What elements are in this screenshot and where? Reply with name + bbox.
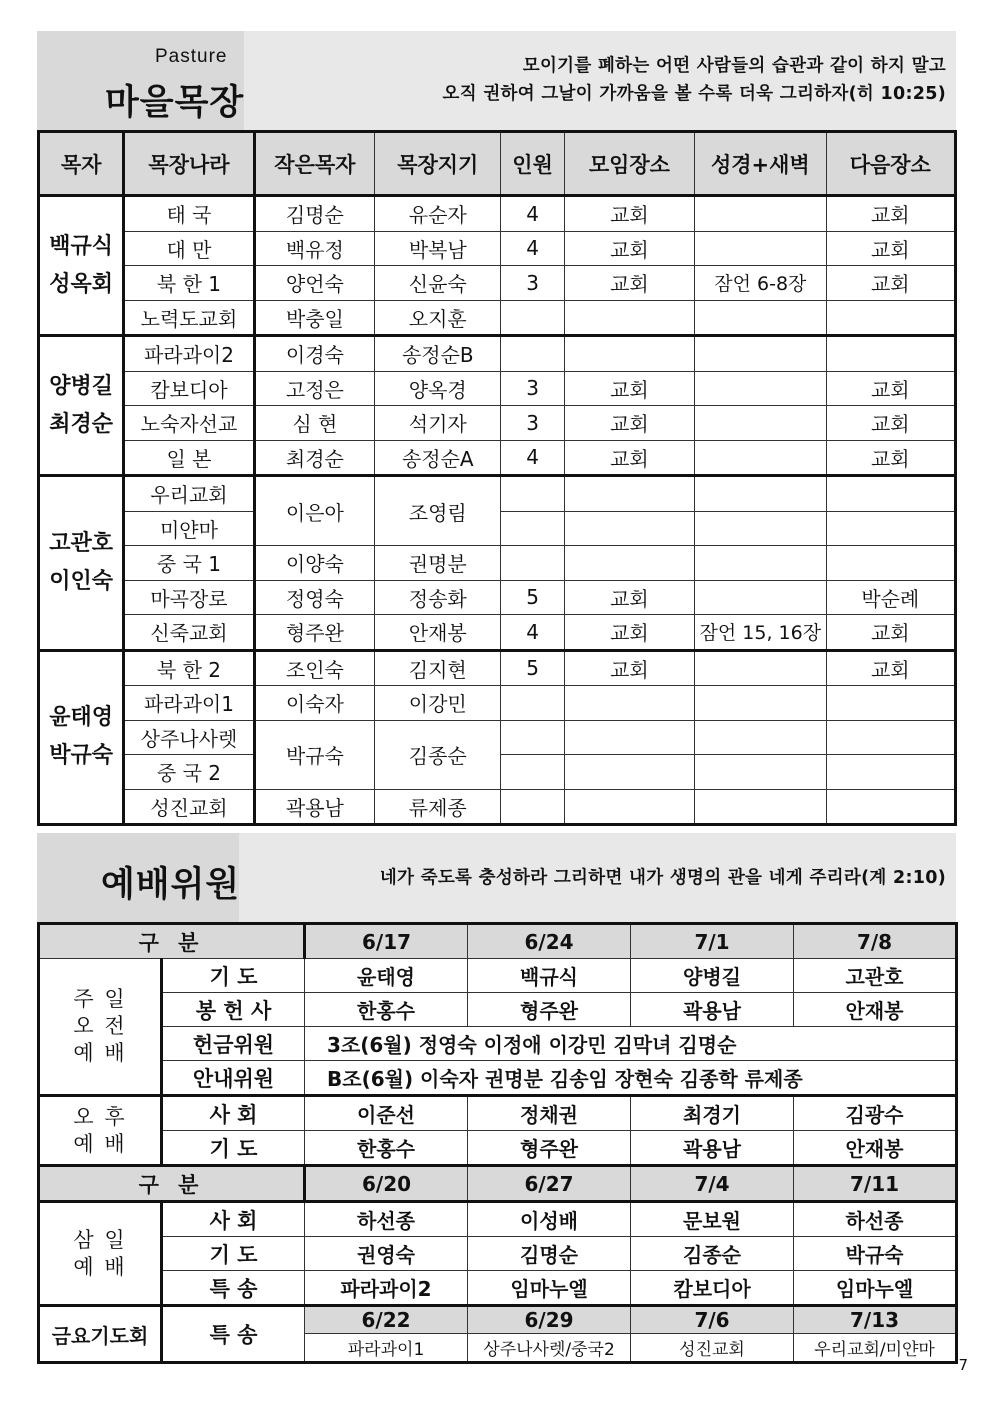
next-place bbox=[826, 755, 955, 790]
next-place bbox=[826, 546, 955, 581]
attendance bbox=[501, 336, 564, 372]
table-row bbox=[39, 1202, 957, 1237]
worship-table bbox=[37, 922, 958, 1364]
group-name: 북 한 1 bbox=[124, 266, 254, 301]
meeting-place: 교회 bbox=[564, 615, 694, 651]
bible-reading bbox=[695, 686, 826, 721]
meeting-place bbox=[564, 476, 694, 512]
bible-reading bbox=[695, 511, 826, 546]
meeting-place: 교회 bbox=[564, 440, 694, 476]
prayer-name: 김종순 bbox=[631, 1237, 794, 1271]
meeting-place bbox=[564, 336, 694, 372]
leader-name: 이인숙 bbox=[49, 568, 114, 594]
offering-name: 형주완 bbox=[468, 993, 631, 1027]
bible-reading bbox=[695, 755, 826, 790]
next-place bbox=[826, 300, 955, 336]
host-name: 이성배 bbox=[468, 1202, 631, 1237]
group-name: 북 한 2 bbox=[124, 650, 254, 686]
group-name: 신죽교회 bbox=[124, 615, 254, 651]
bible-reading bbox=[695, 720, 826, 755]
prayer-name: 곽용남 bbox=[631, 1131, 794, 1166]
meeting-place: 교회 bbox=[564, 231, 694, 266]
attendance: 4 bbox=[501, 440, 564, 476]
next-place: 교회 bbox=[826, 440, 955, 476]
leader-name: 박규숙 bbox=[49, 743, 114, 769]
host: 석기자 bbox=[375, 406, 501, 441]
date-header: 6/22 bbox=[305, 1306, 468, 1334]
table-row bbox=[39, 266, 956, 301]
sunday-pm-label-text: 오 후 예 배 bbox=[73, 1104, 127, 1156]
date-header: 7/4 bbox=[631, 1166, 794, 1202]
column-header: 모임장소 bbox=[564, 132, 694, 196]
next-place bbox=[826, 511, 955, 546]
host-name: 하선종 bbox=[305, 1202, 468, 1237]
small-shepherd: 최경순 bbox=[254, 440, 374, 476]
host-label: 사 회 bbox=[162, 1202, 305, 1237]
prayer-name: 백규식 bbox=[468, 959, 631, 993]
host-name: 문보원 bbox=[631, 1202, 794, 1237]
pasture-subtitle: Pasture bbox=[155, 46, 228, 67]
bible-reading bbox=[695, 196, 826, 232]
attendance: 3 bbox=[501, 406, 564, 441]
table-row bbox=[39, 1027, 957, 1061]
host: 유순자 bbox=[375, 196, 501, 232]
host: 정송화 bbox=[375, 580, 501, 615]
host-name: 정채권 bbox=[468, 1096, 631, 1131]
ushers: B조(6월) 이숙자 권명분 김송임 장현숙 김종학 류제종 bbox=[305, 1061, 957, 1096]
table-row bbox=[39, 476, 956, 512]
meeting-place bbox=[564, 546, 694, 581]
date-header: 6/27 bbox=[468, 1166, 631, 1202]
group-name: 일 본 bbox=[124, 440, 254, 476]
group-leaders bbox=[39, 650, 124, 825]
table-row bbox=[39, 196, 956, 232]
group-name: 상주나사렛 bbox=[124, 720, 254, 755]
page-number: 7 bbox=[958, 1356, 968, 1374]
table-row bbox=[39, 959, 957, 993]
group-name: 미얀마 bbox=[124, 511, 254, 546]
small-shepherd: 박충일 bbox=[254, 300, 374, 336]
group-leaders bbox=[39, 336, 124, 476]
wed-label-text: 삼 일 예 배 bbox=[73, 1227, 127, 1279]
host: 송정순A bbox=[375, 440, 501, 476]
date-header: 6/29 bbox=[468, 1306, 631, 1334]
attendance: 5 bbox=[501, 650, 564, 686]
bible-reading bbox=[695, 789, 826, 825]
attendance bbox=[501, 300, 564, 336]
group-name: 노숙자선교 bbox=[124, 406, 254, 441]
meeting-place: 교회 bbox=[564, 371, 694, 406]
attendance bbox=[501, 755, 564, 790]
prayer-name: 형주완 bbox=[468, 1131, 631, 1166]
offering-committee-label: 헌금위원 bbox=[162, 1027, 305, 1061]
table-row bbox=[39, 686, 956, 721]
wed-label bbox=[39, 1202, 162, 1306]
meeting-place: 교회 bbox=[564, 196, 694, 232]
table-row bbox=[39, 546, 956, 581]
pasture-verse-line2: 오직 권하여 그날이 가까움을 볼 수록 더욱 그리하자(히 10:25) bbox=[442, 84, 946, 104]
meeting-place: 교회 bbox=[564, 406, 694, 441]
host: 송정순B bbox=[375, 336, 501, 372]
bible-reading bbox=[695, 546, 826, 581]
attendance: 4 bbox=[501, 615, 564, 651]
gubun-header: 구 분 bbox=[39, 1166, 305, 1202]
group-name: 중 국 1 bbox=[124, 546, 254, 581]
prayer-name: 윤태영 bbox=[305, 959, 468, 993]
column-header: 목자 bbox=[39, 132, 124, 196]
friday-label: 금요기도회 bbox=[39, 1306, 162, 1363]
pasture-title: 마을목장 bbox=[105, 83, 245, 123]
bible-reading bbox=[695, 231, 826, 266]
small-shepherd: 이은아 bbox=[254, 476, 374, 546]
column-header: 작은목자 bbox=[254, 132, 374, 196]
table-row bbox=[39, 406, 956, 441]
bible-reading bbox=[695, 406, 826, 441]
meeting-place: 교회 bbox=[564, 580, 694, 615]
offering-name: 곽용남 bbox=[631, 993, 794, 1027]
attendance: 4 bbox=[501, 196, 564, 232]
leader-name: 성옥회 bbox=[49, 271, 114, 297]
leader-name: 고관호 bbox=[49, 530, 114, 556]
date-header: 7/6 bbox=[631, 1306, 794, 1334]
date-header: 6/24 bbox=[468, 924, 631, 959]
date-header: 7/11 bbox=[794, 1166, 957, 1202]
table-row bbox=[39, 1131, 957, 1166]
group-leaders bbox=[39, 196, 124, 336]
small-shepherd: 심 현 bbox=[254, 406, 374, 441]
prayer-name: 양병길 bbox=[631, 959, 794, 993]
gubun-header: 구 분 bbox=[39, 924, 305, 959]
group-name: 마곡장로 bbox=[124, 580, 254, 615]
host-label: 사 회 bbox=[162, 1096, 305, 1131]
prayer-label: 기 도 bbox=[162, 959, 305, 993]
attendance bbox=[501, 789, 564, 825]
table-row bbox=[39, 993, 957, 1027]
offering-committee: 3조(6월) 정영숙 이정애 이강민 김막녀 김명순 bbox=[305, 1027, 957, 1061]
host: 권명분 bbox=[375, 546, 501, 581]
table-row bbox=[39, 1166, 957, 1202]
host: 조영림 bbox=[375, 476, 501, 546]
worship-title: 예배위원 bbox=[101, 865, 241, 905]
small-shepherd: 정영숙 bbox=[254, 580, 374, 615]
group-name: 우리교회 bbox=[124, 476, 254, 512]
small-shepherd: 조인숙 bbox=[254, 650, 374, 686]
fri-special-label: 특 송 bbox=[162, 1306, 305, 1363]
group-name: 태 국 bbox=[124, 196, 254, 232]
special-name: 임마누엘 bbox=[468, 1271, 631, 1306]
table-row bbox=[39, 580, 956, 615]
date-header: 6/20 bbox=[305, 1166, 468, 1202]
attendance: 3 bbox=[501, 371, 564, 406]
attendance bbox=[501, 720, 564, 755]
column-header: 다음장소 bbox=[826, 132, 955, 196]
small-shepherd: 박규숙 bbox=[254, 720, 374, 789]
group-name: 대 만 bbox=[124, 231, 254, 266]
next-place bbox=[826, 686, 955, 721]
pasture-table bbox=[37, 130, 957, 826]
small-shepherd: 이숙자 bbox=[254, 686, 374, 721]
small-shepherd: 고정은 bbox=[254, 371, 374, 406]
sunday-am-label-text: 주 일 오 전 예 배 bbox=[73, 987, 127, 1065]
host: 이강민 bbox=[375, 686, 501, 721]
prayer-name: 권영숙 bbox=[305, 1237, 468, 1271]
host: 김종순 bbox=[375, 720, 501, 789]
attendance bbox=[501, 511, 564, 546]
attendance bbox=[501, 686, 564, 721]
host: 신윤숙 bbox=[375, 266, 501, 301]
prayer-name: 박규숙 bbox=[794, 1237, 957, 1271]
meeting-place: 교회 bbox=[564, 650, 694, 686]
prayer-name: 안재봉 bbox=[794, 1131, 957, 1166]
next-place: 교회 bbox=[826, 406, 955, 441]
prayer-name: 김명순 bbox=[468, 1237, 631, 1271]
next-place bbox=[826, 476, 955, 512]
date-header: 6/17 bbox=[305, 924, 468, 959]
small-shepherd: 이경숙 bbox=[254, 336, 374, 372]
usher-label: 안내위원 bbox=[162, 1061, 305, 1096]
pasture-verse bbox=[443, 52, 946, 108]
prayer-label: 기 도 bbox=[162, 1237, 305, 1271]
column-header: 목장나라 bbox=[124, 132, 254, 196]
special-name: 파라과이1 bbox=[305, 1334, 468, 1363]
date-header: 7/13 bbox=[794, 1306, 957, 1334]
pasture-verse-line1: 모이기를 폐하는 어떤 사람들의 습관과 같이 하지 말고 bbox=[522, 56, 946, 76]
next-place: 교회 bbox=[826, 231, 955, 266]
table-row bbox=[39, 300, 956, 336]
host: 안재봉 bbox=[375, 615, 501, 651]
group-name: 파라과이2 bbox=[124, 336, 254, 372]
table-row bbox=[39, 336, 956, 372]
attendance bbox=[501, 546, 564, 581]
leader-name: 윤태영 bbox=[49, 705, 114, 731]
table-row bbox=[39, 1096, 957, 1131]
bible-reading bbox=[695, 440, 826, 476]
next-place bbox=[826, 720, 955, 755]
special-name: 성진교회 bbox=[631, 1334, 794, 1363]
host-name: 김광수 bbox=[794, 1096, 957, 1131]
date-header: 7/1 bbox=[631, 924, 794, 959]
special-name: 캄보디아 bbox=[631, 1271, 794, 1306]
bible-reading: 잠언 15, 16장 bbox=[695, 615, 826, 651]
next-place bbox=[826, 789, 955, 825]
bible-reading bbox=[695, 580, 826, 615]
attendance: 4 bbox=[501, 231, 564, 266]
table-row bbox=[39, 615, 956, 651]
small-shepherd: 형주완 bbox=[254, 615, 374, 651]
meeting-place bbox=[564, 720, 694, 755]
column-header: 목장지기 bbox=[375, 132, 501, 196]
pasture-header bbox=[37, 31, 956, 130]
table-row bbox=[39, 789, 956, 825]
host: 양옥경 bbox=[375, 371, 501, 406]
leader-name: 최경순 bbox=[49, 411, 114, 437]
group-name: 캄보디아 bbox=[124, 371, 254, 406]
special-name: 임마누엘 bbox=[794, 1271, 957, 1306]
bible-reading: 잠언 6-8장 bbox=[695, 266, 826, 301]
next-place: 박순례 bbox=[826, 580, 955, 615]
next-place bbox=[826, 336, 955, 372]
bible-reading bbox=[695, 336, 826, 372]
column-header: 인원 bbox=[501, 132, 564, 196]
group-leaders bbox=[39, 476, 124, 651]
meeting-place bbox=[564, 789, 694, 825]
host: 박복남 bbox=[375, 231, 501, 266]
table-row bbox=[39, 650, 956, 686]
table-row bbox=[39, 1306, 957, 1334]
date-header: 7/8 bbox=[794, 924, 957, 959]
attendance bbox=[501, 476, 564, 512]
prayer-label: 기 도 bbox=[162, 1131, 305, 1166]
next-place: 교회 bbox=[826, 650, 955, 686]
small-shepherd: 곽용남 bbox=[254, 789, 374, 825]
prayer-name: 고관호 bbox=[794, 959, 957, 993]
host: 김지현 bbox=[375, 650, 501, 686]
small-shepherd: 이양숙 bbox=[254, 546, 374, 581]
column-header: 성경+새벽 bbox=[695, 132, 826, 196]
bible-reading bbox=[695, 650, 826, 686]
host-name: 하선종 bbox=[794, 1202, 957, 1237]
small-shepherd: 양언숙 bbox=[254, 266, 374, 301]
next-place: 교회 bbox=[826, 266, 955, 301]
sunday-pm-label bbox=[39, 1096, 162, 1166]
host: 류제종 bbox=[375, 789, 501, 825]
leader-name: 양병길 bbox=[49, 373, 114, 399]
sunday-am-label bbox=[39, 959, 162, 1096]
offering-name: 한홍수 bbox=[305, 993, 468, 1027]
table-row bbox=[39, 1237, 957, 1271]
special-name: 상주나사렛/중국2 bbox=[468, 1334, 631, 1363]
bible-reading bbox=[695, 371, 826, 406]
table-row bbox=[39, 924, 957, 959]
special-label: 특 송 bbox=[162, 1271, 305, 1306]
meeting-place bbox=[564, 511, 694, 546]
group-name: 중 국 2 bbox=[124, 755, 254, 790]
special-name: 파라과이2 bbox=[305, 1271, 468, 1306]
table-row bbox=[39, 720, 956, 755]
group-name: 노력도교회 bbox=[124, 300, 254, 336]
worship-verse: 네가 죽도록 충성하라 그리하면 내가 생명의 관을 네게 주리라(계 2:10) bbox=[379, 868, 946, 888]
meeting-place bbox=[564, 755, 694, 790]
next-place: 교회 bbox=[826, 615, 955, 651]
meeting-place bbox=[564, 686, 694, 721]
bible-reading bbox=[695, 300, 826, 336]
table-row bbox=[39, 1061, 957, 1096]
attendance: 3 bbox=[501, 266, 564, 301]
table-row bbox=[39, 1271, 957, 1306]
worship-header bbox=[37, 833, 956, 922]
leader-name: 백규식 bbox=[49, 233, 114, 259]
next-place: 교회 bbox=[826, 196, 955, 232]
next-place: 교회 bbox=[826, 371, 955, 406]
small-shepherd: 백유정 bbox=[254, 231, 374, 266]
prayer-name: 한홍수 bbox=[305, 1131, 468, 1166]
meeting-place bbox=[564, 300, 694, 336]
table-row bbox=[39, 371, 956, 406]
host-name: 최경기 bbox=[631, 1096, 794, 1131]
host-name: 이준선 bbox=[305, 1096, 468, 1131]
offering-name: 안재봉 bbox=[794, 993, 957, 1027]
table-row bbox=[39, 231, 956, 266]
group-name: 성진교회 bbox=[124, 789, 254, 825]
attendance: 5 bbox=[501, 580, 564, 615]
host: 오지훈 bbox=[375, 300, 501, 336]
special-name: 우리교회/미얀마 bbox=[794, 1334, 957, 1363]
bible-reading bbox=[695, 476, 826, 512]
group-name: 파라과이1 bbox=[124, 686, 254, 721]
offering-label: 봉 헌 사 bbox=[162, 993, 305, 1027]
meeting-place: 교회 bbox=[564, 266, 694, 301]
table-row bbox=[39, 440, 956, 476]
small-shepherd: 김명순 bbox=[254, 196, 374, 232]
